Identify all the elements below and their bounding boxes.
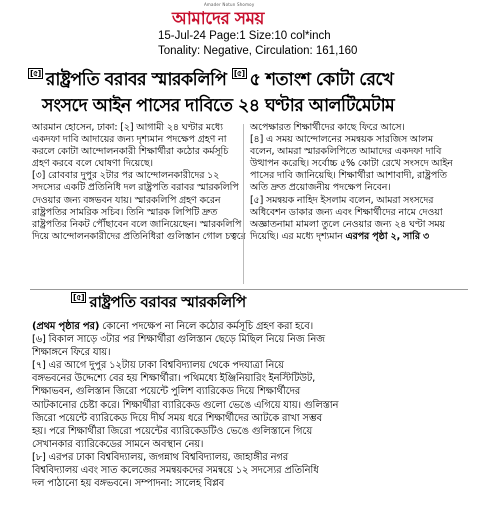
text-line: বঙ্গভবনের উদ্দেশ্যে বের হয় শিক্ষার্থীরা। পথিমধ্যে ইঞ্জিনিয়ারিং ইনস্টিটিউট, (32, 373, 316, 385)
text-line: আটকানোর চেষ্টা করে। শিক্ষার্থীরা ব্যারিকেড গুলো ভেঙে এগিয়ে যায়। গুলিস্তান (32, 399, 339, 411)
text-line: করলে কোটা আন্দোলনকারী শিক্ষার্থীরা কঠোর কর্মসূচি (32, 146, 229, 158)
headline-part-a: রাষ্ট্রপতি বরাবর স্মারকলিপি (45, 70, 227, 90)
text-line: [৫] সমন্বয়ক নাহিদ ইসলাম বলেন, আমরা সংসদের (250, 194, 434, 206)
text-line: অধিবেশন ডাকার জন্য এবং শিক্ষার্থীদের নামে দেওয়া (250, 206, 443, 218)
paragraph-marker: [৫] (30, 69, 41, 78)
text-line: শিক্ষাভবন, গুলিস্তান জিরো পয়েন্টে পুলিশ ব্যারিকেড দিয়ে শিক্ষার্থীদের (32, 386, 301, 398)
continued-on-reference: এরপর পৃষ্ঠা ২, সারি ৩ (345, 230, 430, 242)
text-line: সেখানকার ব্যারিকেডের সামনে অবস্থান নেয়। (32, 438, 204, 450)
clip-meta-tonality: Tonality: Negative, Circulation: 161,160 (158, 45, 358, 57)
text-line: দল পাঠানো হয় বঙ্গভবনে। সম্পাদনা: সালেহ বিপ্লব (32, 478, 225, 490)
text-line: জিরো পয়েন্টে ব্যারিকেড দিয়ে দীর্ঘ সময় ধরে শিক্ষার্থীদের আটকে রাখা সম্ভব (32, 412, 322, 424)
paragraph-marker: [৫] (233, 69, 245, 78)
text-line: দেওয়ার জন্য বঙ্গভবন যায়। স্মারকলিপি গ্রহণ করেন (32, 194, 221, 206)
continued-from-label: (প্রথম পৃষ্ঠার পর) (32, 321, 100, 332)
paragraph-marker: [৫] (73, 293, 85, 302)
text-line: দিয়ে আন্দোলনকারীদের প্রতিনিধিরা গুলিস্তান গোল চত্বরে (32, 230, 246, 242)
text-line: আরমান হোসেন, ঢাকা: [২] আগামী ২৪ ঘণ্টার মধ্যে (32, 122, 223, 133)
text-line: পাসের দাবি জানিয়েছি। শিক্ষার্থীরা আশাবাদী, রাষ্ট্রপতি (250, 170, 447, 182)
text-line: সদস্যের একটি প্রতিনিধি দল রাষ্ট্রপতি বরাবর স্মারকলিপি (32, 182, 239, 194)
text-line: [৬] বিকাল সাড়ে ৩টার পর শিক্ষার্থীরা গুলিস্তান ছেড়ে মিছিল নিয়ে নিজ নিজ (32, 334, 325, 346)
text-line: [৪] এ সময় আন্দোলনের সমন্বয়ক সারজিস আলম (250, 134, 434, 146)
clip-meta-date-size: 15-Jul-24 Page:1 Size:10 col*inch (158, 30, 331, 42)
masthead (0, 0, 489, 29)
text-line: [৩] রোববার দুপুর ২টার পর আন্দোলনকারীদের ১২ (32, 170, 220, 182)
continuation-headline (71, 292, 246, 312)
headline-part-b: ৫ শতাংশ কোটা রেখে (249, 70, 394, 90)
headline-line-1 (28, 68, 484, 92)
text-line: [৭] এর আগে দুপুর ১২টায় ঢাকা বিশ্ববিদ্যালয় থেকে পদযাত্রা নিয়ে (32, 360, 284, 372)
text-line: হয়। পরে শিক্ষার্থীরা জিরো পয়েন্টের ব্যারিকেডটিও ভেঙে গুলিস্তানে গিয়ে (32, 425, 313, 437)
text-line: রাষ্ট্রপতির সামরিক সচিব। তিনি স্মারক লিপিটি দ্রুত (32, 206, 218, 218)
text-line (250, 231, 484, 243)
article-left-column (32, 122, 246, 243)
logo-text: আমাদের সময় (172, 9, 264, 29)
column-divider (243, 124, 244, 284)
text-line: রাষ্ট্রপতির নিকট পৌঁছাবেন বলে জানিয়েছেন। স্মারকলিপি (32, 218, 242, 230)
text-line: অতি দ্রুত প্রয়োজনীয় পদক্ষেপ নিবেন। (250, 182, 391, 194)
text-line: [৮] এরপর ঢাকা বিশ্ববিদ্যালয়, জগন্নাথ বিশ্ববিদ্যালয়, জাহাঙ্গীর নগর (32, 451, 289, 463)
headline-line-2: সংসদে আইন পাসের দাবিতে ২৪ ঘণ্টার আলটিমেটাম (42, 96, 395, 116)
text-line: উত্থাপন করেছি। সর্বোচ্চ ৫% কোটা রেখে সংসদে আইন (250, 158, 453, 170)
section-rule (30, 289, 468, 290)
logo-tagline: Amader Notun Shomoy (204, 2, 255, 7)
text-line: অজ্ঞাতনামা মামলা তুলে নেওয়ার জন্য ২৪ ঘণ্টা সময় (250, 218, 445, 230)
text-line: শিক্ষাঙ্গনে ফিরে যায়। (32, 347, 111, 359)
continuation-headline-text: রাষ্ট্রপতি বরাবর স্মারকলিপি (89, 293, 246, 311)
article-right-column (250, 122, 484, 243)
text-line-end: দিয়েছি। এর মধ্যে দৃশ্যমান (250, 230, 343, 242)
text-line (32, 320, 484, 333)
text-line: অপেক্ষারত শিক্ষার্থীদের কাছে ফিরে আসে। (250, 122, 405, 133)
newspaper-logo (172, 6, 322, 29)
continuation-body (32, 320, 484, 490)
text-line-rest: কোনো পদক্ষেপ না নিলে কঠোর কর্মসূচি গ্রহণ করা হবে। (99, 321, 313, 332)
text-line: বলেন, আমরা স্মারকলিপিতে আমাদের একদফা দাবি (250, 146, 442, 158)
text-line: একদফা দাবি আদায়ের জন্য দৃশ্যমান পদক্ষেপ গ্রহণ না (32, 134, 227, 146)
text-line: গ্রহণ করবে বলে ঘোষণা দিয়েছে। (32, 158, 153, 170)
text-line: বিশ্ববিদ্যালয় এবং সাত কলেজের সমন্বয়কদের সমন্বয়ে ১২ সদস্যের প্রতিনিধি (32, 465, 319, 477)
